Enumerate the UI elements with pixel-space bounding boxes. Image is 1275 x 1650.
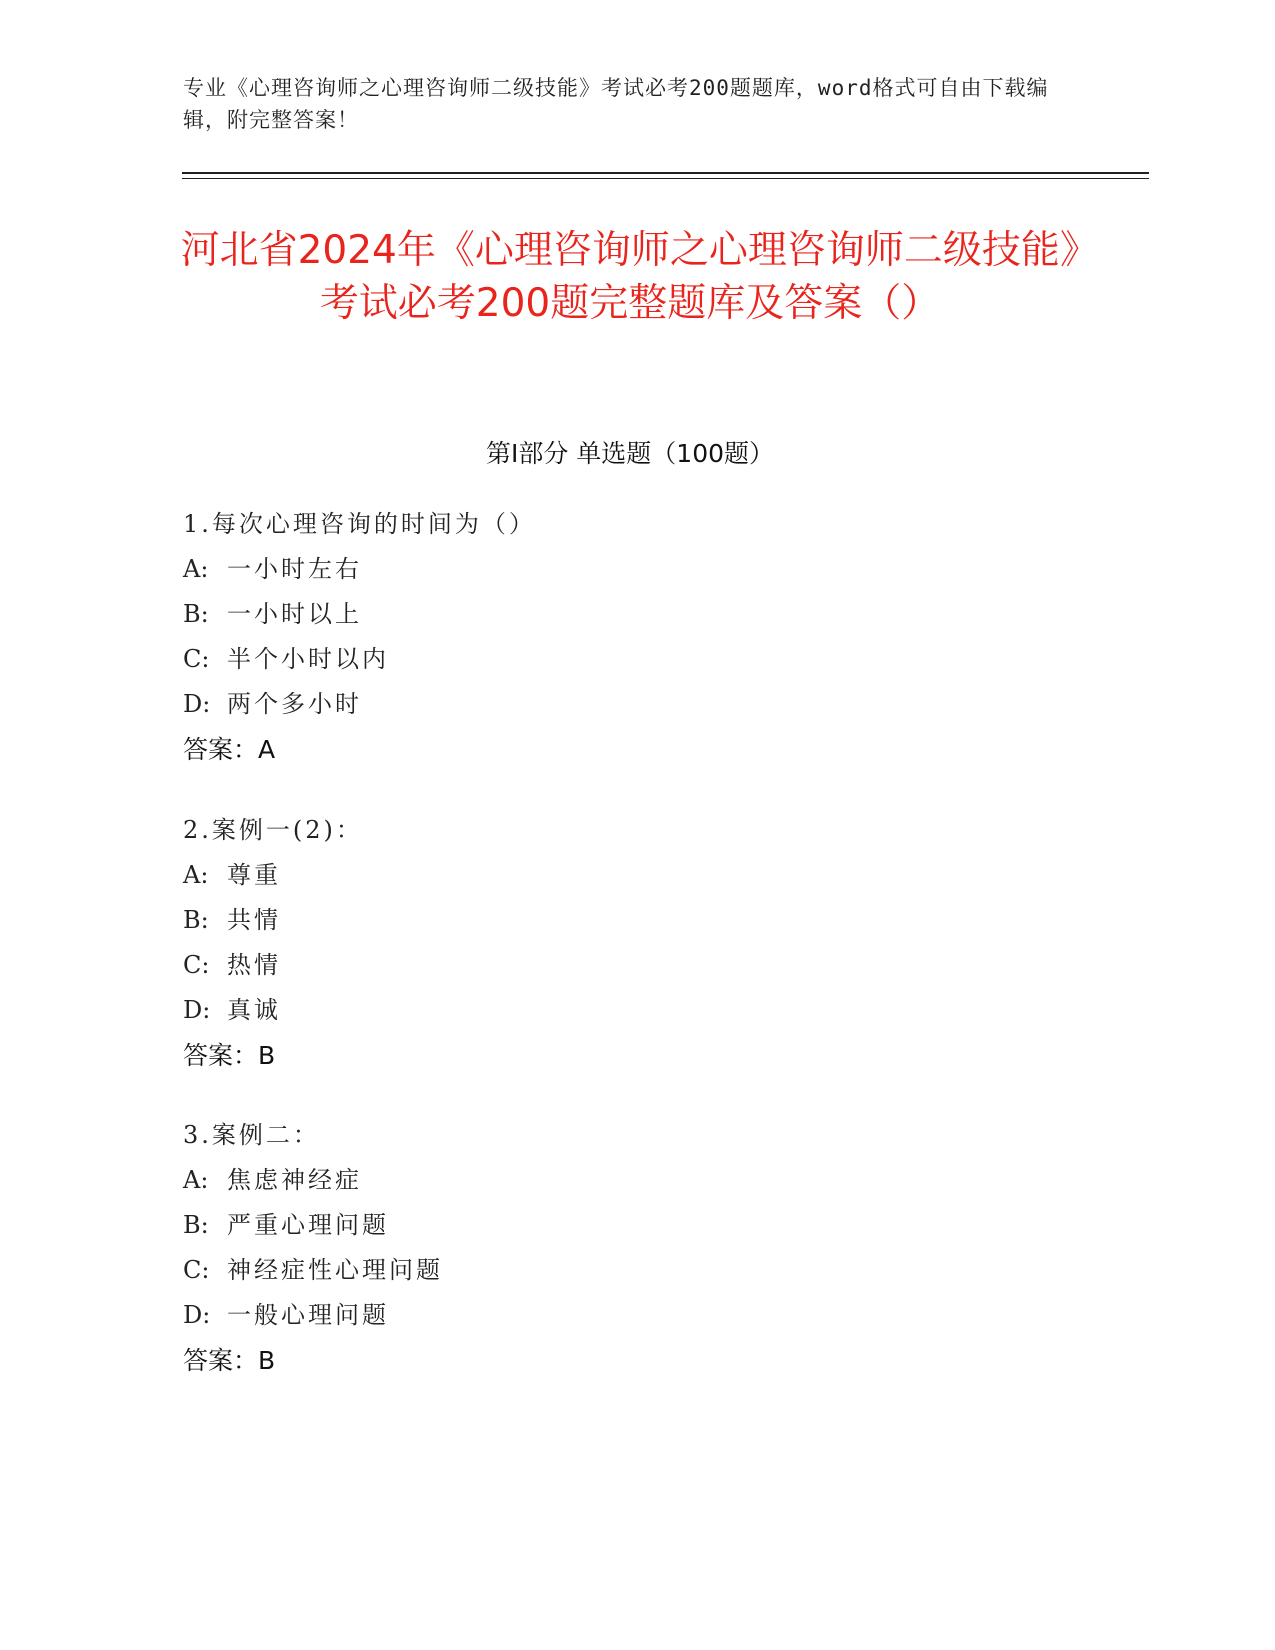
option-text: 半个小时以内 (227, 645, 389, 673)
question-3 (183, 1113, 1083, 1383)
header-note: 专业《心理咨询师之心理咨询师二级技能》考试必考200题题库，word格式可自由下载编辑，附完整答案！ (183, 76, 1049, 132)
question-stem: 1.每次心理咨询的时间为（） (183, 510, 536, 538)
option-letter: B: (183, 906, 209, 934)
option-a (183, 1158, 1083, 1203)
option-text: 神经症性心理问题 (227, 1256, 443, 1284)
option-d (183, 1293, 1083, 1338)
section-heading: 第I部分 单选题（100题） (485, 439, 775, 468)
option-text: 一小时左右 (227, 555, 362, 583)
option-d (183, 682, 1083, 727)
option-d (183, 988, 1083, 1033)
option-letter: A: (183, 555, 209, 583)
option-text: 一小时以上 (227, 600, 362, 628)
document-title: 河北省2024年《心理咨询师之心理咨询师二级技能》考试必考200题完整题库及答案（） (180, 228, 1080, 326)
option-letter: B: (183, 600, 209, 628)
option-c (183, 943, 1083, 988)
question-1 (183, 502, 1083, 772)
option-letter: D: (183, 690, 211, 718)
option-b (183, 592, 1083, 637)
option-text: 热情 (227, 951, 281, 979)
option-text: 尊重 (227, 861, 281, 889)
option-a (183, 547, 1083, 592)
answer-line: 答案：B (183, 1041, 276, 1070)
header-divider-thick (182, 172, 1149, 174)
option-text: 一般心理问题 (227, 1301, 389, 1329)
question-stem: 2.案例一(2)： (183, 816, 363, 844)
option-letter: A: (183, 861, 209, 889)
option-letter: D: (183, 1301, 211, 1329)
header-divider-thin (182, 178, 1149, 179)
option-letter: B: (183, 1211, 209, 1239)
question-2 (183, 808, 1083, 1078)
option-c (183, 1248, 1083, 1293)
option-letter: C: (183, 951, 210, 979)
option-text: 严重心理问题 (227, 1211, 389, 1239)
option-b (183, 1203, 1083, 1248)
option-text: 真诚 (227, 996, 281, 1024)
option-text: 两个多小时 (227, 690, 362, 718)
option-b (183, 898, 1083, 943)
option-text: 焦虑神经症 (227, 1166, 362, 1194)
option-letter: C: (183, 645, 210, 673)
option-letter: D: (183, 996, 211, 1024)
option-letter: C: (183, 1256, 210, 1284)
option-text: 共情 (227, 906, 281, 934)
option-a (183, 853, 1083, 898)
answer-line: 答案：A (183, 735, 276, 764)
question-stem: 3.案例二： (183, 1121, 320, 1149)
answer-line: 答案：B (183, 1346, 276, 1375)
option-c (183, 637, 1083, 682)
option-letter: A: (183, 1166, 209, 1194)
